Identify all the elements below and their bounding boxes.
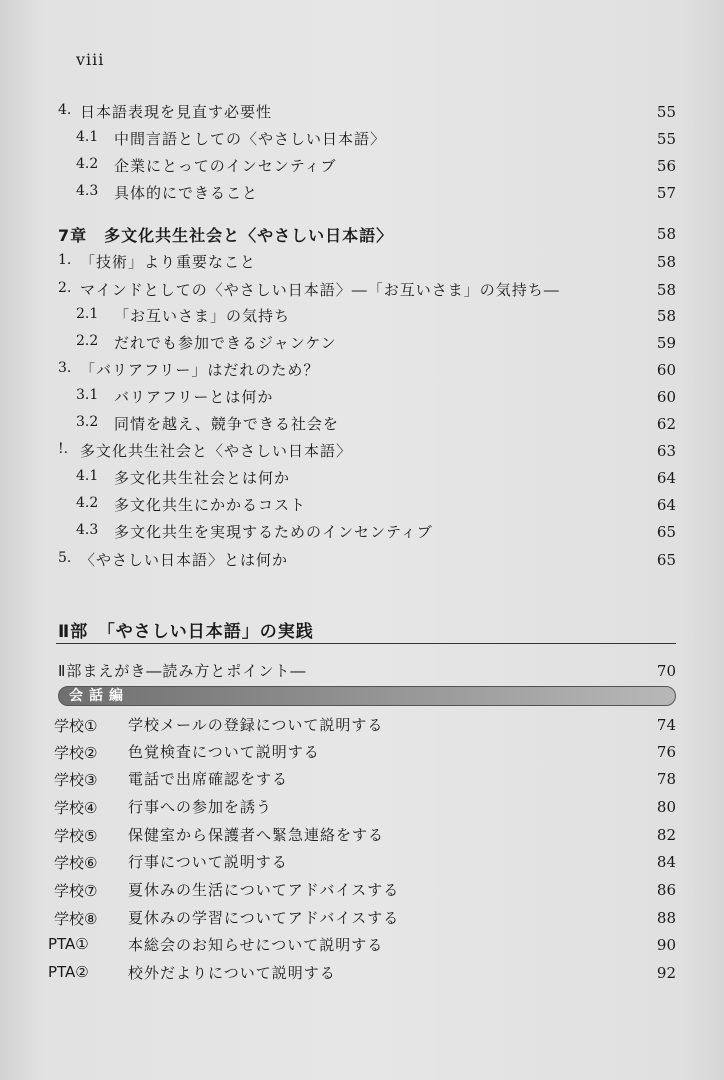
toc-subentry[interactable]: [0, 464, 724, 490]
part-heading: Ⅱ部 「やさしい日本語」の実践: [58, 622, 314, 642]
entry-number: 4.: [58, 102, 72, 118]
entry-title: 「技術」より重要なこと: [80, 253, 257, 271]
entry-number: 4.2: [76, 156, 99, 172]
entry-title: 企業にとってのインセンティブ: [114, 157, 337, 175]
entry-page: 58: [656, 307, 676, 325]
folio-page-number: viii: [76, 50, 105, 69]
lesson-tag: 学校⑦: [54, 882, 98, 900]
lesson-tag: PTA②: [48, 963, 89, 981]
entry-title: 日本語表現を見直す必要性: [80, 103, 273, 121]
entry-page: 55: [656, 130, 676, 148]
entry-page: 92: [656, 964, 676, 982]
lesson-entry[interactable]: [0, 904, 724, 930]
part-divider: [56, 643, 676, 644]
entry-title: 行事について説明する: [128, 853, 288, 871]
toc-subentry[interactable]: [0, 302, 724, 328]
toc-entry[interactable]: [0, 437, 724, 463]
entry-title: 〈やさしい日本語〉とは何か: [80, 551, 289, 569]
entry-page: 56: [656, 157, 676, 175]
toc-chapter[interactable]: [0, 220, 724, 246]
entry-title: 保健室から保護者へ緊急連絡をする: [128, 826, 385, 844]
entry-page: 65: [656, 523, 676, 541]
entry-number: 4.2: [76, 495, 99, 511]
entry-page: 78: [656, 770, 676, 788]
entry-number: 4.1: [76, 129, 99, 145]
entry-title: 多文化共生を実現するためのインセンティブ: [114, 523, 433, 541]
section-banner: [58, 686, 676, 706]
lesson-entry[interactable]: [0, 765, 724, 791]
entry-title: 同情を越え、競争できる社会を: [114, 415, 339, 433]
entry-page: 88: [656, 909, 676, 927]
toc-subentry[interactable]: [0, 491, 724, 517]
lesson-tag: 学校⑧: [54, 910, 98, 928]
toc-subentry[interactable]: [0, 383, 724, 409]
toc-entry[interactable]: [0, 546, 724, 572]
entry-page: 64: [656, 496, 676, 514]
entry-page: 57: [656, 184, 676, 202]
entry-page: 62: [656, 415, 676, 433]
entry-number: 3.: [58, 360, 72, 376]
entry-title: だれでも参加できるジャンケン: [114, 334, 337, 352]
entry-title: 学校メールの登録について説明する: [128, 716, 384, 734]
entry-page: 80: [656, 798, 676, 816]
entry-number: 4.3: [76, 183, 99, 199]
entry-page: 74: [656, 716, 676, 734]
toc-entry[interactable]: [0, 276, 724, 302]
entry-title: 夏休みの学習についてアドバイスする: [128, 909, 400, 927]
entry-title: 中間言語としての〈やさしい日本語〉: [114, 130, 387, 148]
lesson-entry[interactable]: [0, 876, 724, 902]
entry-page: 60: [656, 361, 676, 379]
toc-subentry[interactable]: [0, 125, 724, 151]
chapter-title: 7章 多文化共生社会と〈やさしい日本語〉: [58, 226, 394, 245]
entry-title: 夏休みの生活についてアドバイスする: [128, 881, 400, 899]
entry-title: 多文化共生にかかるコスト: [114, 496, 307, 514]
lesson-tag: 学校③: [54, 771, 98, 789]
toc-subentry[interactable]: [0, 410, 724, 436]
lesson-tag: 学校⑥: [54, 854, 98, 872]
entry-page: 59: [656, 334, 676, 352]
entry-page: 86: [656, 881, 676, 899]
entry-page: 58: [656, 225, 676, 243]
lesson-entry[interactable]: [0, 959, 724, 985]
entry-title: 多文化共生社会と〈やさしい日本語〉: [80, 442, 353, 460]
banner-label: 会話編: [69, 688, 129, 704]
entry-title: 校外だよりについて説明する: [128, 964, 336, 982]
toc-entry[interactable]: [0, 356, 724, 382]
lesson-entry[interactable]: [0, 711, 724, 737]
entry-page: 84: [656, 853, 676, 871]
entry-number: 2.: [58, 280, 72, 296]
toc-subentry[interactable]: [0, 329, 724, 355]
entry-number: 2.2: [76, 333, 99, 349]
toc-entry[interactable]: [0, 98, 724, 124]
entry-number: 4.3: [76, 522, 99, 538]
lesson-entry[interactable]: [0, 738, 724, 764]
entry-title: マインドとしての〈やさしい日本語〉―「お互いさま」の気持ち―: [80, 281, 560, 299]
toc-subentry[interactable]: [0, 179, 724, 205]
entry-number: 3.1: [76, 387, 99, 403]
entry-title: 本総会のお知らせについて説明する: [128, 936, 384, 954]
entry-page: 64: [656, 469, 676, 487]
lesson-tag: 学校①: [54, 717, 98, 735]
entry-number: 1.: [58, 252, 72, 268]
entry-title: バリアフリーとは何か: [114, 388, 274, 406]
entry-page: 63: [656, 442, 676, 460]
lesson-entry[interactable]: [0, 848, 724, 874]
entry-page: 58: [656, 281, 676, 299]
toc-preface[interactable]: [0, 657, 724, 683]
lesson-tag: 学校⑤: [54, 827, 98, 845]
entry-title: 「お互いさま」の気持ち: [114, 307, 291, 325]
preface-title: Ⅱ部まえがき―読み方とポイント―: [58, 662, 307, 680]
lesson-entry[interactable]: [0, 793, 724, 819]
entry-number: 3.2: [76, 414, 99, 430]
lesson-tag: 学校②: [54, 744, 98, 762]
entry-page: 65: [656, 551, 676, 569]
entry-title: 具体的にできること: [114, 184, 259, 202]
entry-title: 行事への参加を誘う: [128, 798, 273, 816]
entry-title: 電話で出席確認をする: [128, 770, 289, 788]
entry-number: !.: [58, 441, 69, 457]
lesson-tag: 学校④: [54, 799, 98, 817]
entry-page: 76: [656, 743, 676, 761]
entry-number: 4.1: [76, 468, 99, 484]
entry-page: 70: [656, 662, 676, 680]
entry-title: 「バリアフリー」はだれのため？: [80, 361, 320, 379]
toc-subentry[interactable]: [0, 152, 724, 178]
entry-number: 5.: [58, 550, 72, 566]
entry-number: 2.1: [76, 306, 99, 322]
entry-page: 90: [656, 936, 676, 954]
lesson-entry[interactable]: [0, 821, 724, 847]
toc-subentry[interactable]: [0, 518, 724, 544]
entry-title: 多文化共生社会とは何か: [114, 469, 291, 487]
lesson-entry[interactable]: [0, 931, 724, 957]
entry-page: 58: [656, 253, 676, 271]
entry-page: 55: [656, 103, 676, 121]
entry-page: 82: [656, 826, 676, 844]
toc-entry[interactable]: [0, 248, 724, 274]
entry-page: 60: [656, 388, 676, 406]
entry-title: 色覚検査について説明する: [128, 743, 320, 761]
lesson-tag: PTA①: [48, 935, 89, 953]
